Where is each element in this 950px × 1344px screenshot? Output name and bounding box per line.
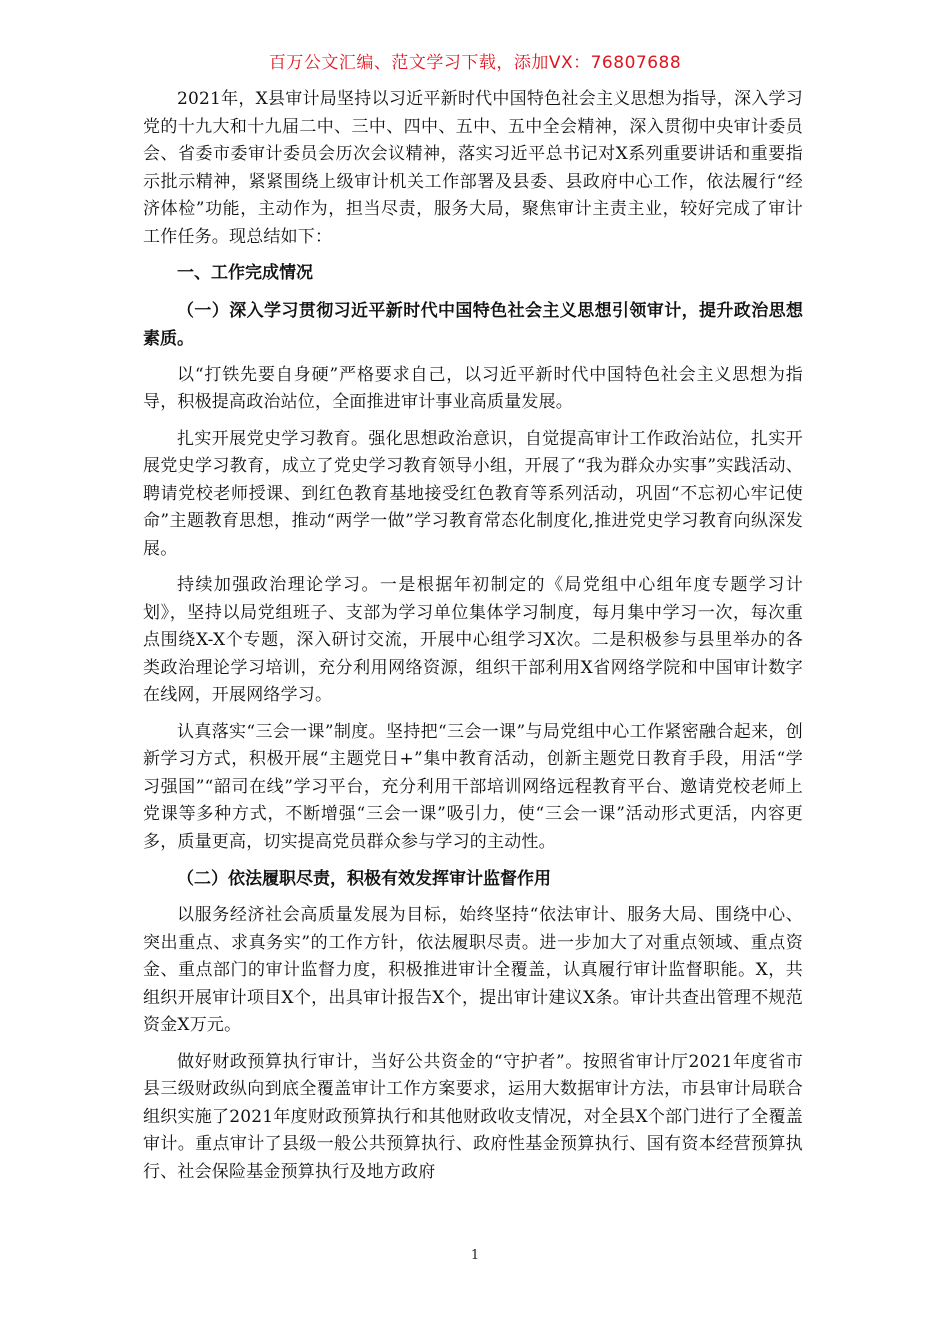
intro-paragraph: 2021年，X县审计局坚持以习近平新时代中国特色社会主义思想为指导，深入学习党的十九大和十九届二中、三中、四中、五中、五中全会精神，深入贯彻中央审计委员会、省委市委审计委员会历次会议精神，落实习近平总书记对X系列重要讲话和重要指示批示精神，紧紧围绕上级审计机关工作部署及县委、县政府中心工作，依法履行“经济体检”功能，主动作为，担当尽责，服务大局，聚焦审计主责主业，较好完成了审计工作任务。现总结如下： [143, 89, 803, 247]
subsection-heading-2: （二）依法履职尽责，积极有效发挥审计监督作用 [177, 869, 551, 889]
page-number: 1 [470, 1248, 480, 1263]
paragraph-4: 认真落实“三会一课”制度。坚持把“三会一课”与局党组中心工作紧密融合起来，创新学习方式，积极开展“主题党日+”集中教育活动，创新主题党日教育手段，用活“学习强国”“韶司在线”学习平台，充分利用干部培训网络远程教育平台、邀请党校老师上党课等多种方式，不断增强“三会一课”吸引力，使“三会一课”活动形式更活，内容更多，质量更高，切实提高党员群众参与学习的主动性。 [143, 721, 803, 852]
paragraph-5: 以服务经济社会高质量发展为目标，始终坚持“依法审计、服务大局、围绕中心、突出重点、求真务实”的工作方针，依法履职尽责。进一步加大了对重点领域、重点资金、重点部门的审计监督力度，积极推进审计全覆盖，认真履行审计监督职能。X，共组织开展审计项目X个，出具审计报告X个，提出审计建议X条。审计共查出管理不规范资金X万元。 [143, 905, 803, 1035]
document-body [143, 86, 803, 1195]
paragraph-2: 扎实开展党史学习教育。强化思想政治意识，自觉提高审计工作政治站位，扎实开展党史学习教育，成立了党史学习教育领导小组，开展了“我为群众办实事”实践活动、聘请党校老师授课、到红色教育基地接受红色教育等系列活动，巩固“不忘初心牢记使命”主题教育思想，推动“两学一做”学习教育常态化制度化,推进党史学习教育向纵深发展。 [143, 428, 803, 559]
promo-banner: 百万公文汇编、范文学习下载，添加VX：76807688 [268, 53, 682, 73]
paragraph-6: 做好财政预算执行审计，当好公共资金的“守护者”。按照省审计厅2021年度省市县三级财政纵向到底全覆盖审计工作方案要求，运用大数据审计方法，市县审计局联合组织实施了2021年度财政预算执行和其他财政收支情况，对全县X个部门进行了全覆盖审计。重点审计了县级一般公共预算执行、政府性基金预算执行、国有资本经营预算执行、社会保险基金预算执行及地方政府 [143, 1051, 803, 1182]
paragraph-3: 持续加强政治理论学习。一是根据年初制定的《局党组中心组年度专题学习计划》，坚持以局党组班子、支部为学习单位集体学习制度，每月集中学习一次，每次重点围绕X-X个专题，深入研讨交流，开展中心组学习X次。二是积极参与县里举办的各类政治理论学习培训，充分利用网络资源，组织干部利用X省网络学院和中国审计数字在线网，开展网络学习。 [143, 575, 803, 705]
subsection-heading-1: （一）深入学习贯彻习近平新时代中国特色社会主义思想引领审计，提升政治思想素质。 [143, 300, 803, 349]
paragraph-1: 以“打铁先要自身硬”严格要求自己，以习近平新时代中国特色社会主义思想为指导，积极提高政治站位，全面推进审计事业高质量发展。 [143, 364, 803, 412]
section-heading: 一、工作完成情况 [177, 263, 313, 283]
